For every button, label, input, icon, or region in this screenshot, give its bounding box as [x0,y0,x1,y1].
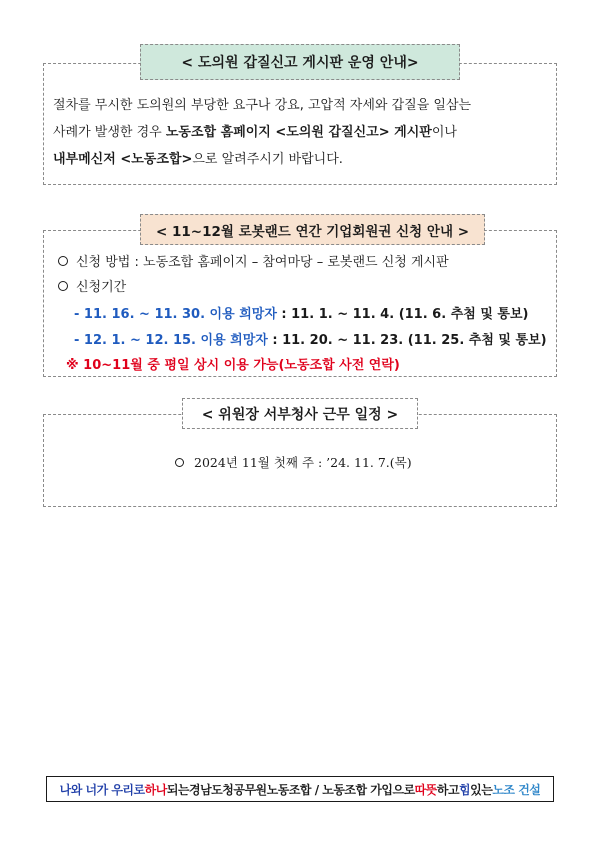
slogan-part: 따뜻 [414,782,437,797]
harassment-report-text [53,92,553,173]
use-period-1: - 11. 16. ~ 11. 30. 이용 희망자 [74,307,277,322]
circle-bullet-icon [175,458,184,467]
robotland-row-1 [74,303,528,322]
slogan-part: 노조 건설 [492,782,541,797]
robotland-row-2 [74,329,547,348]
slogan-part: 힘 [459,782,471,797]
apply-period-1: : 11. 1. ~ 11. 4. (11. 6. 추첨 및 통보) [276,307,529,322]
apply-period-2: : 11. 20. ~ 11. 23. (11. 25. 추첨 및 통보) [267,333,547,348]
robotland-method [58,251,449,270]
slogan-part: 나와 너가 우리로 [59,782,145,797]
chair-schedule-line [175,453,412,471]
board-name-bold: 노동조합 홈페이지 <도의원 갑질신고> 게시판 [165,125,432,140]
schedule-text: 2024년 11월 첫째 주 : ’24. 11. 7.(목) [194,455,412,470]
use-period-2: - 12. 1. ~ 12. 15. 이용 희망자 [74,333,268,348]
text-span: 이나 [431,125,457,140]
slogan-part: 경남도청공무원노동조합 / 노동조합 가입으로 [189,782,415,797]
footer-slogan [46,776,554,802]
text-span: 사례가 발생한 경우 [53,125,166,140]
text-span: 으로 알려주시기 바랍니다. [192,152,343,167]
robotland-notice: ※ 10~11월 중 평일 상시 이용 가능(노동조합 사전 연락) [66,358,400,373]
robotland-title: < 11~12월 로봇랜드 연간 기업회원권 신청 안내 > [140,214,485,245]
slogan-part: 하나 [144,782,167,797]
harassment-line-1: 절차를 무시한 도의원의 부당한 요구나 강요, 고압적 자세와 갑질을 일삼는 [53,98,472,113]
slogan-part: 있는 [470,782,493,797]
messenger-name-bold: 내부메신저 <노동조합> [53,152,193,167]
chair-schedule-title: < 위원장 서부청사 근무 일정 > [182,398,418,429]
circle-bullet-icon [58,281,68,291]
harassment-line-2 [53,119,553,146]
circle-bullet-icon [58,256,68,266]
harassment-report-title: < 도의원 갑질신고 게시판 운영 안내> [140,44,460,80]
method-text: 신청 방법 : 노동조합 홈페이지 – 참여마당 – 로봇랜드 신청 게시판 [76,255,449,270]
slogan-part: 되는 [166,782,189,797]
slogan-part: 하고 [436,782,460,797]
robotland-period [58,276,126,295]
harassment-line-3 [53,146,553,173]
period-label: 신청기간 [76,280,127,295]
